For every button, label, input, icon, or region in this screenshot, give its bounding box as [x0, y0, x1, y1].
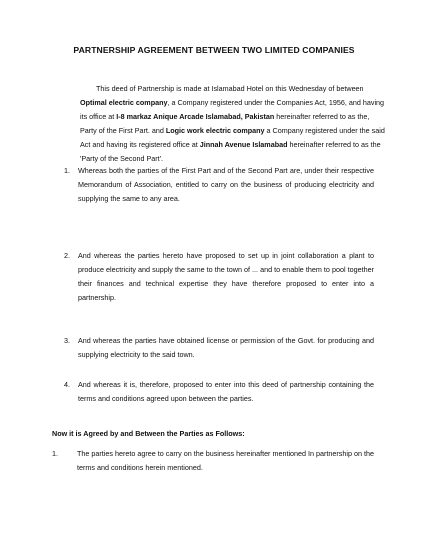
recital-text: And whereas the parties have obtained license or permission of the Govt. for producing and supplying electricity to the said town.: [78, 336, 374, 359]
recital-item: [64, 378, 374, 406]
first-party-address: I-8 markaz Anique Arcade Islamabad, Pakistan: [116, 112, 275, 121]
intro-line-4: [80, 124, 385, 138]
clause-number: 1.: [52, 449, 58, 458]
clause-text: The parties hereto agree to carry on the business hereinafter mentioned In partnership on the terms and conditions herein mentioned.: [77, 449, 374, 472]
recital-number: 4.: [64, 380, 70, 389]
recital-text: And whereas it is, therefore, proposed to enter into this deed of partnership containing the terms and conditions agreed upon between the parties.: [78, 380, 374, 403]
intro-line-6: 'Party of the Second Part'.: [80, 154, 164, 163]
intro-line-3: [80, 110, 370, 124]
intro-line-2-rest: , a Company registered under the Companies Act, 1956, and having: [167, 98, 385, 107]
intro-line-4-pre: Party of the First Part. and: [80, 126, 166, 135]
intro-line-4-rest: a Company registered under the said: [264, 126, 385, 135]
intro-line-3-rest: hereinafter referred to as the,: [274, 112, 370, 121]
intro-line-5: [80, 138, 381, 152]
recital-text: And whereas the parties hereto have proposed to set up in joint collaboration a plant to produce electricity and supply the same to the town of ... and to enable them to pool together their finances and technical expertise they have therefore proposed to enter into a partnership.: [78, 251, 374, 302]
clause-item: [52, 447, 374, 475]
intro-line-2: [80, 96, 385, 110]
recital-item: [64, 249, 374, 305]
intro-line-5-pre: Act and having its registered office at: [80, 140, 200, 149]
intro-line-3-pre: its office at: [80, 112, 117, 121]
recital-number: 3.: [64, 336, 70, 345]
recital-number: 1.: [64, 166, 70, 175]
second-party-address: Jinnah Avenue Islamabad: [199, 140, 288, 149]
recital-text: Whereas both the parties of the First Part and of the Second Part are, under their respective Memorandum of Association, entitled to carry on the business of producing electricity and supplying the same to any area.: [78, 166, 374, 203]
first-party-name: Optimal electric company: [80, 98, 168, 107]
recital-number: 2.: [64, 251, 70, 260]
intro-paragraph: [80, 82, 385, 166]
intro-line-5-rest: hereinafter referred to as the: [287, 140, 381, 149]
intro-line-1: This deed of Partnership is made at Islamabad Hotel on this Wednesday of between: [96, 84, 364, 93]
recital-item: [64, 164, 374, 206]
recital-item: [64, 334, 374, 362]
second-party-name: Logic work electric company: [165, 126, 265, 135]
document-title: PARTNERSHIP AGREEMENT BETWEEN TWO LIMITED COMPANIES: [73, 45, 355, 55]
agreed-heading: Now it is Agreed by and Between the Parties as Follows:: [52, 429, 245, 438]
